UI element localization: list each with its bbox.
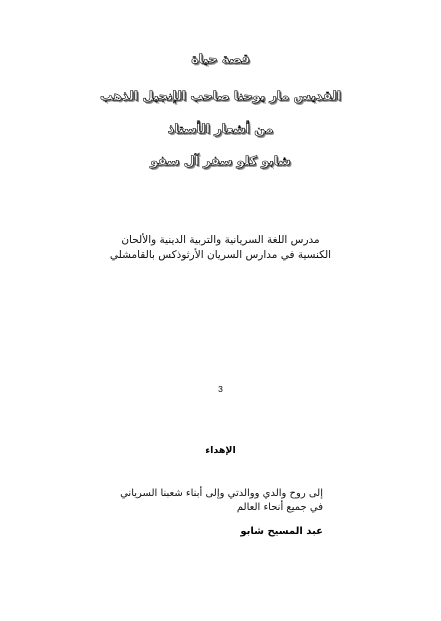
title-line-1: قصة حياة — [191, 51, 250, 66]
author-description-line-1: مدرس اللغة السريانية والتربية الدينية والألحان — [121, 234, 320, 246]
dedication-line-2: في جميع أنحاء العالم — [236, 502, 323, 513]
author-description-line-2: الكنسية في مدارس السريان الأرثوذكس بالقامشلي — [109, 249, 332, 261]
dedication-heading: الإهداء — [205, 445, 236, 456]
title-line-2: القديس مار يوحنا صاحب الإنجيل الذهب — [99, 88, 342, 103]
title-line-4: شابو كلو سفر آل سفو — [150, 153, 291, 168]
page-number: 3 — [218, 384, 223, 394]
dedication-line-1: إلى روح والدي ووالدتي وإلى أبناء شعبنا السرياني — [120, 488, 323, 499]
title-line-3: من أشعار الأستاذ — [167, 121, 274, 136]
dedication-signature: عبد المسيح شابو — [240, 526, 323, 537]
